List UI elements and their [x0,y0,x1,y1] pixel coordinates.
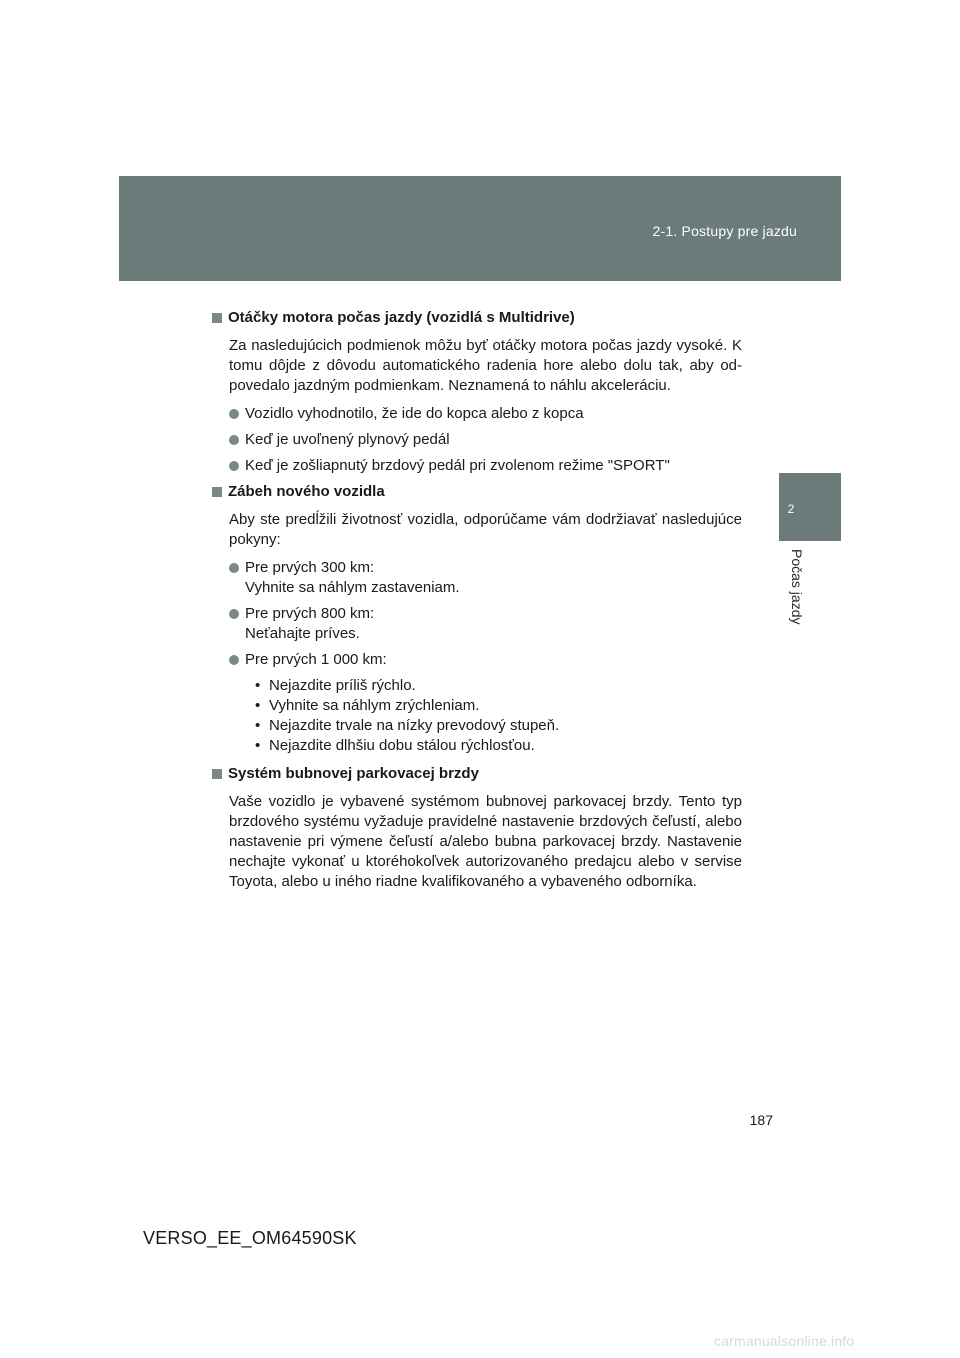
circle-bullet-icon [229,461,239,471]
sub-list-item: • Nejazdite príliš rýchlo. [255,677,416,694]
chapter-label: Počas jazdy [789,549,805,625]
bullet-label: Pre prvých 1 000 km: [245,651,387,668]
sub-list-text: Vyhnite sa náhlym zrýchleniam. [269,697,480,714]
bullet-item [229,404,742,424]
section-paragraph: Vaše vozidlo je vybavené systémom bubnovej parkovacej brzdy. Tento typ brzdového systému vyžaduje pravidelné nastavenie brzdových čeľustí, alebo nastavenie pri výmene čeľustí a/alebo bubna parkovacej brzdy. Nastavenie nechajte vykonať u ktoréhokoľvek autorizovaného predajcu alebo v servise Toyota, alebo u iného riadne kvalifikovaného a vybaveného odborníka. [229,793,742,890]
circle-bullet-icon [229,409,239,419]
page-content [212,308,742,900]
bullet-label: Pre prvých 800 km: [245,605,375,622]
circle-bullet-icon [229,609,239,619]
bullet-item [229,456,742,476]
document-code: VERSO_EE_OM64590SK [143,1228,357,1248]
sub-list-item: • Nejazdite dlhšiu dobu stálou rýchlosťou. [255,737,535,754]
circle-bullet-icon [229,435,239,445]
sub-list-item: • Nejazdite trvale na nízky prevodový stupeň. [255,717,560,734]
circle-bullet-icon [229,563,239,573]
bullet-text: Keď je uvoľnený plynový pedál [245,431,450,448]
section-header: 2-1. Postupy pre jazdu [652,223,797,239]
chapter-number: 2 [787,502,795,516]
bullet-detail: Vyhnite sa náhlym zastaveniam. [245,579,460,596]
bullet-text: Vozidlo vyhodnotilo, že ide do kopca alebo z kopca [245,405,584,422]
bullet-item [229,558,742,598]
sub-list-item: • Vyhnite sa náhlym zrýchleniam. [255,697,480,714]
sub-list-text: Nejazdite dlhšiu dobu stálou rýchlosťou. [269,737,535,754]
square-bullet-icon [212,313,222,323]
section-title-text: Zábeh nového vozidla [228,483,385,500]
bullet-label: Pre prvých 300 km: [245,559,375,576]
square-bullet-icon [212,769,222,779]
sub-list-text: Nejazdite príliš rýchlo. [269,677,416,694]
section-title-text: Systém bubnovej parkovacej brzdy [228,765,479,782]
watermark: carmanualsonline.info [714,1333,855,1349]
section-title [212,308,742,328]
sub-list [255,676,742,756]
chapter-tab [779,473,841,541]
bullet-detail: Neťahajte príves. [245,625,360,642]
bullet-text: Keď je zošliapnutý brzdový pedál pri zvolenom režime "SPORT" [245,457,670,474]
bullet-item [229,604,742,644]
sub-list-text: Nejazdite trvale na nízky prevodový stupeň. [269,717,560,734]
section-title-text: Otáčky motora počas jazdy (vozidlá s Multidrive) [228,309,575,326]
circle-bullet-icon [229,655,239,665]
section-paragraph: Aby ste predĺžili životnosť vozidla, odporúčame vám dodržiavať nasledujúce pokyny: [229,511,742,548]
section-title [212,482,742,502]
section-paragraph: Za nasledujúcich podmienok môžu byť otáčky motora počas jazdy vysoké. K tomu dôjde z dôvodu automatického radenia hore alebo dolu tak, aby od-povedalo jazdným podmienkam. Neznamená to náhlu akceleráciu. [229,337,742,394]
square-bullet-icon [212,487,222,497]
bullet-item [229,430,742,450]
section-title [212,764,742,784]
bullet-item [229,650,742,670]
page-number: 187 [749,1112,773,1128]
header-band [119,176,841,281]
